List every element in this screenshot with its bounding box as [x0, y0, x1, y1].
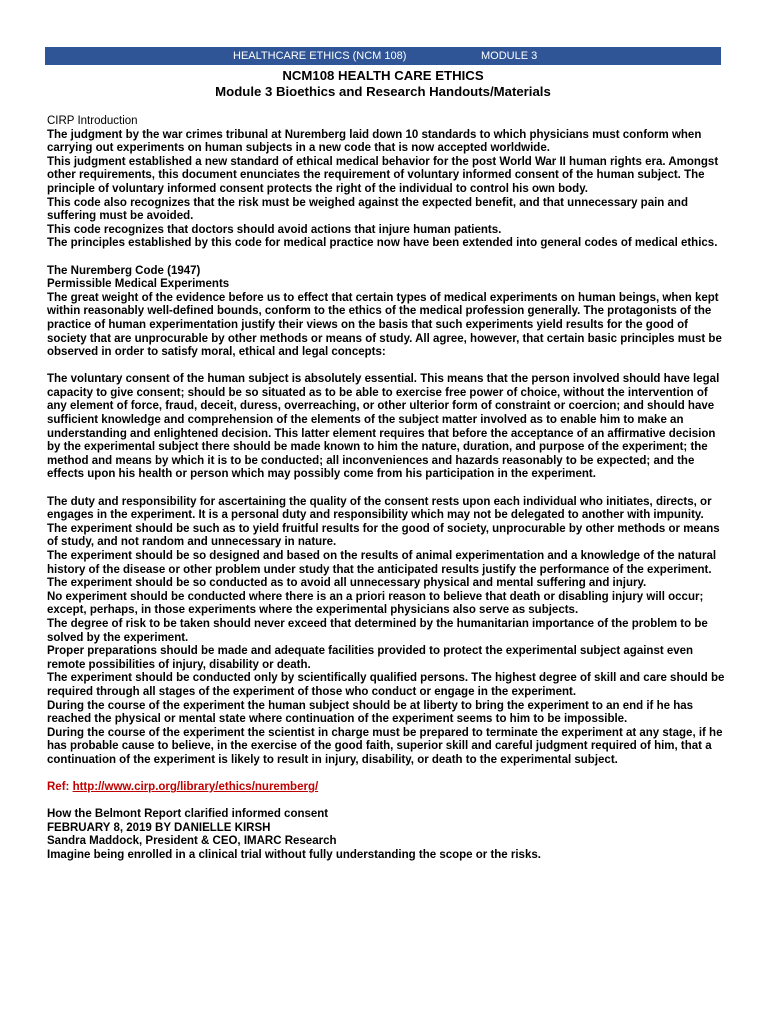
code-principle: The degree of risk to be taken should never exceed that determined by the humanitarian importance of the problem to be solved by the experiment. — [47, 617, 708, 644]
intro-paragraph: This judgment established a new standard of ethical medical behavior for the post World War II human rights era. Amongst other requirements, this document enunciates the requirement of voluntary informed consent of the human subject. The principle of voluntary informed consent protects the right of the individual to control his own body. — [47, 155, 719, 195]
code-principle: The experiment should be so designed and based on the results of animal experimentation and a knowledge of the natural history of the disease or other problem under study that the anticipated results justify the performance of the experiment. — [47, 550, 717, 576]
title-block — [45, 68, 721, 100]
code-preamble: The great weight of the evidence before us to effect that certain types of medical experiments on human beings, when kept within reasonably well-defined bounds, conform to the ethics of the medical profession generally. The protagonists of the practice of human experimentation justify their views on the basis that such experiments yield results for the good of society that are unprocurable by other methods or means of study. All agree, however, that certain basic principles must be observed in order to satisfy moral, ethical and legal concepts: — [47, 291, 722, 359]
intro-heading: CIRP Introduction — [47, 115, 138, 127]
belmont-author: Sandra Maddock, President & CEO, IMARC Research — [47, 835, 337, 848]
spacer — [47, 482, 727, 496]
course-label: HEALTHCARE ETHICS (NCM 108) — [233, 50, 407, 62]
spacer — [47, 795, 727, 809]
intro-paragraph: The principles established by this code for medical practice now have been extended into general codes of medical ethics. — [47, 237, 718, 250]
code-principle: No experiment should be conducted where there is an a priori reason to believe that death or disabling injury will occur; except, perhaps, in those experiments where the experimental physicians also serve as subjects. — [47, 590, 704, 617]
document-subtitle: Module 3 Bioethics and Research Handouts/Materials — [215, 84, 551, 99]
reference-label: Ref: — [47, 781, 70, 794]
code-principle: The experiment should be such as to yield fruitful results for the good of society, unprocurable by other methods or means of study, and not random and unnecessary in nature. — [47, 522, 720, 549]
belmont-lead: Imagine being enrolled in a clinical trial without fully understanding the scope or the risks. — [47, 849, 541, 862]
consent-principle: The voluntary consent of the human subject is absolutely essential. This means that the person involved should have legal capacity to give consent; should be so situated as to be able to exercise free power of choice, without the intervention of any element of force, fraud, deceit, duress, overreaching, or other ulterior form of constraint or coercion; and should have sufficient knowledge and comprehension of the elements of the subject matter involved as to enable him to make an understanding and enlightened decision. This latter element requires that before the acceptance of an affirmative decision by the experimental subject there should be made known to him the nature, duration, and purpose of the experiment; the method and means by which it is to be conducted; all inconveniences and hazards reasonably to be expected; and the effects upon his health or person which may possibly come from his participation in the experiment. — [47, 373, 720, 481]
code-principle: The experiment should be conducted only by scientifically qualified persons. The highest degree of skill and care should be required through all stages of the experiment of those who conduct or engage in the experiment. — [47, 672, 725, 698]
code-principle: During the course of the experiment the human subject should be at liberty to bring the experiment to an end if he has reached the physical or mental state where continuation of the experiment seems to him to be impossible. — [47, 699, 694, 726]
code-principle: The experiment should be so conducted as to avoid all unnecessary physical and mental suffering and injury. — [47, 577, 647, 590]
reference-link[interactable]: http://www.cirp.org/library/ethics/nuremberg/ — [72, 781, 319, 794]
header-bar — [45, 47, 721, 65]
spacer — [47, 251, 727, 265]
document-body — [47, 115, 727, 863]
document-title: NCM108 HEALTH CARE ETHICS — [282, 68, 484, 83]
code-principle: During the course of the experiment the scientist in charge must be prepared to terminate the experiment at any stage, if he has probable cause to believe, in the exercise of the good faith, superior skill and careful judgment required of him, that a continuation of the experiment is likely to result in injury, disability, or death to the experimental subject. — [47, 726, 723, 766]
intro-paragraph: This code recognizes that doctors should avoid actions that injure human patients. — [47, 223, 502, 236]
code-principle: Proper preparations should be made and adequate facilities provided to protect the experimental subject against even remote possibilities of injury, disability or death. — [47, 645, 694, 671]
code-subheading: Permissible Medical Experiments — [47, 278, 230, 291]
intro-paragraph: This code also recognizes that the risk must be weighed against the expected benefit, and that unnecessary pain and suffering must be avoided. — [47, 196, 688, 223]
spacer — [47, 768, 727, 782]
spacer — [47, 360, 727, 374]
belmont-heading: How the Belmont Report clarified informed consent — [47, 808, 329, 821]
intro-paragraph: The judgment by the war crimes tribunal at Nuremberg laid down 10 standards to which physicians must conform when carrying out experiments on human subjects in a new code that is now accepted worldwide. — [47, 128, 702, 155]
code-heading: The Nuremberg Code (1947) — [47, 264, 201, 277]
code-principle: The duty and responsibility for ascertaining the quality of the consent rests upon each individual who initiates, directs, or engages in the experiment. It is a personal duty and responsibility which may not be delegated to another with impunity. — [47, 495, 712, 522]
reference-line — [47, 781, 727, 795]
belmont-byline: FEBRUARY 8, 2019 BY DANIELLE KIRSH — [47, 821, 271, 834]
module-label: MODULE 3 — [481, 50, 538, 62]
